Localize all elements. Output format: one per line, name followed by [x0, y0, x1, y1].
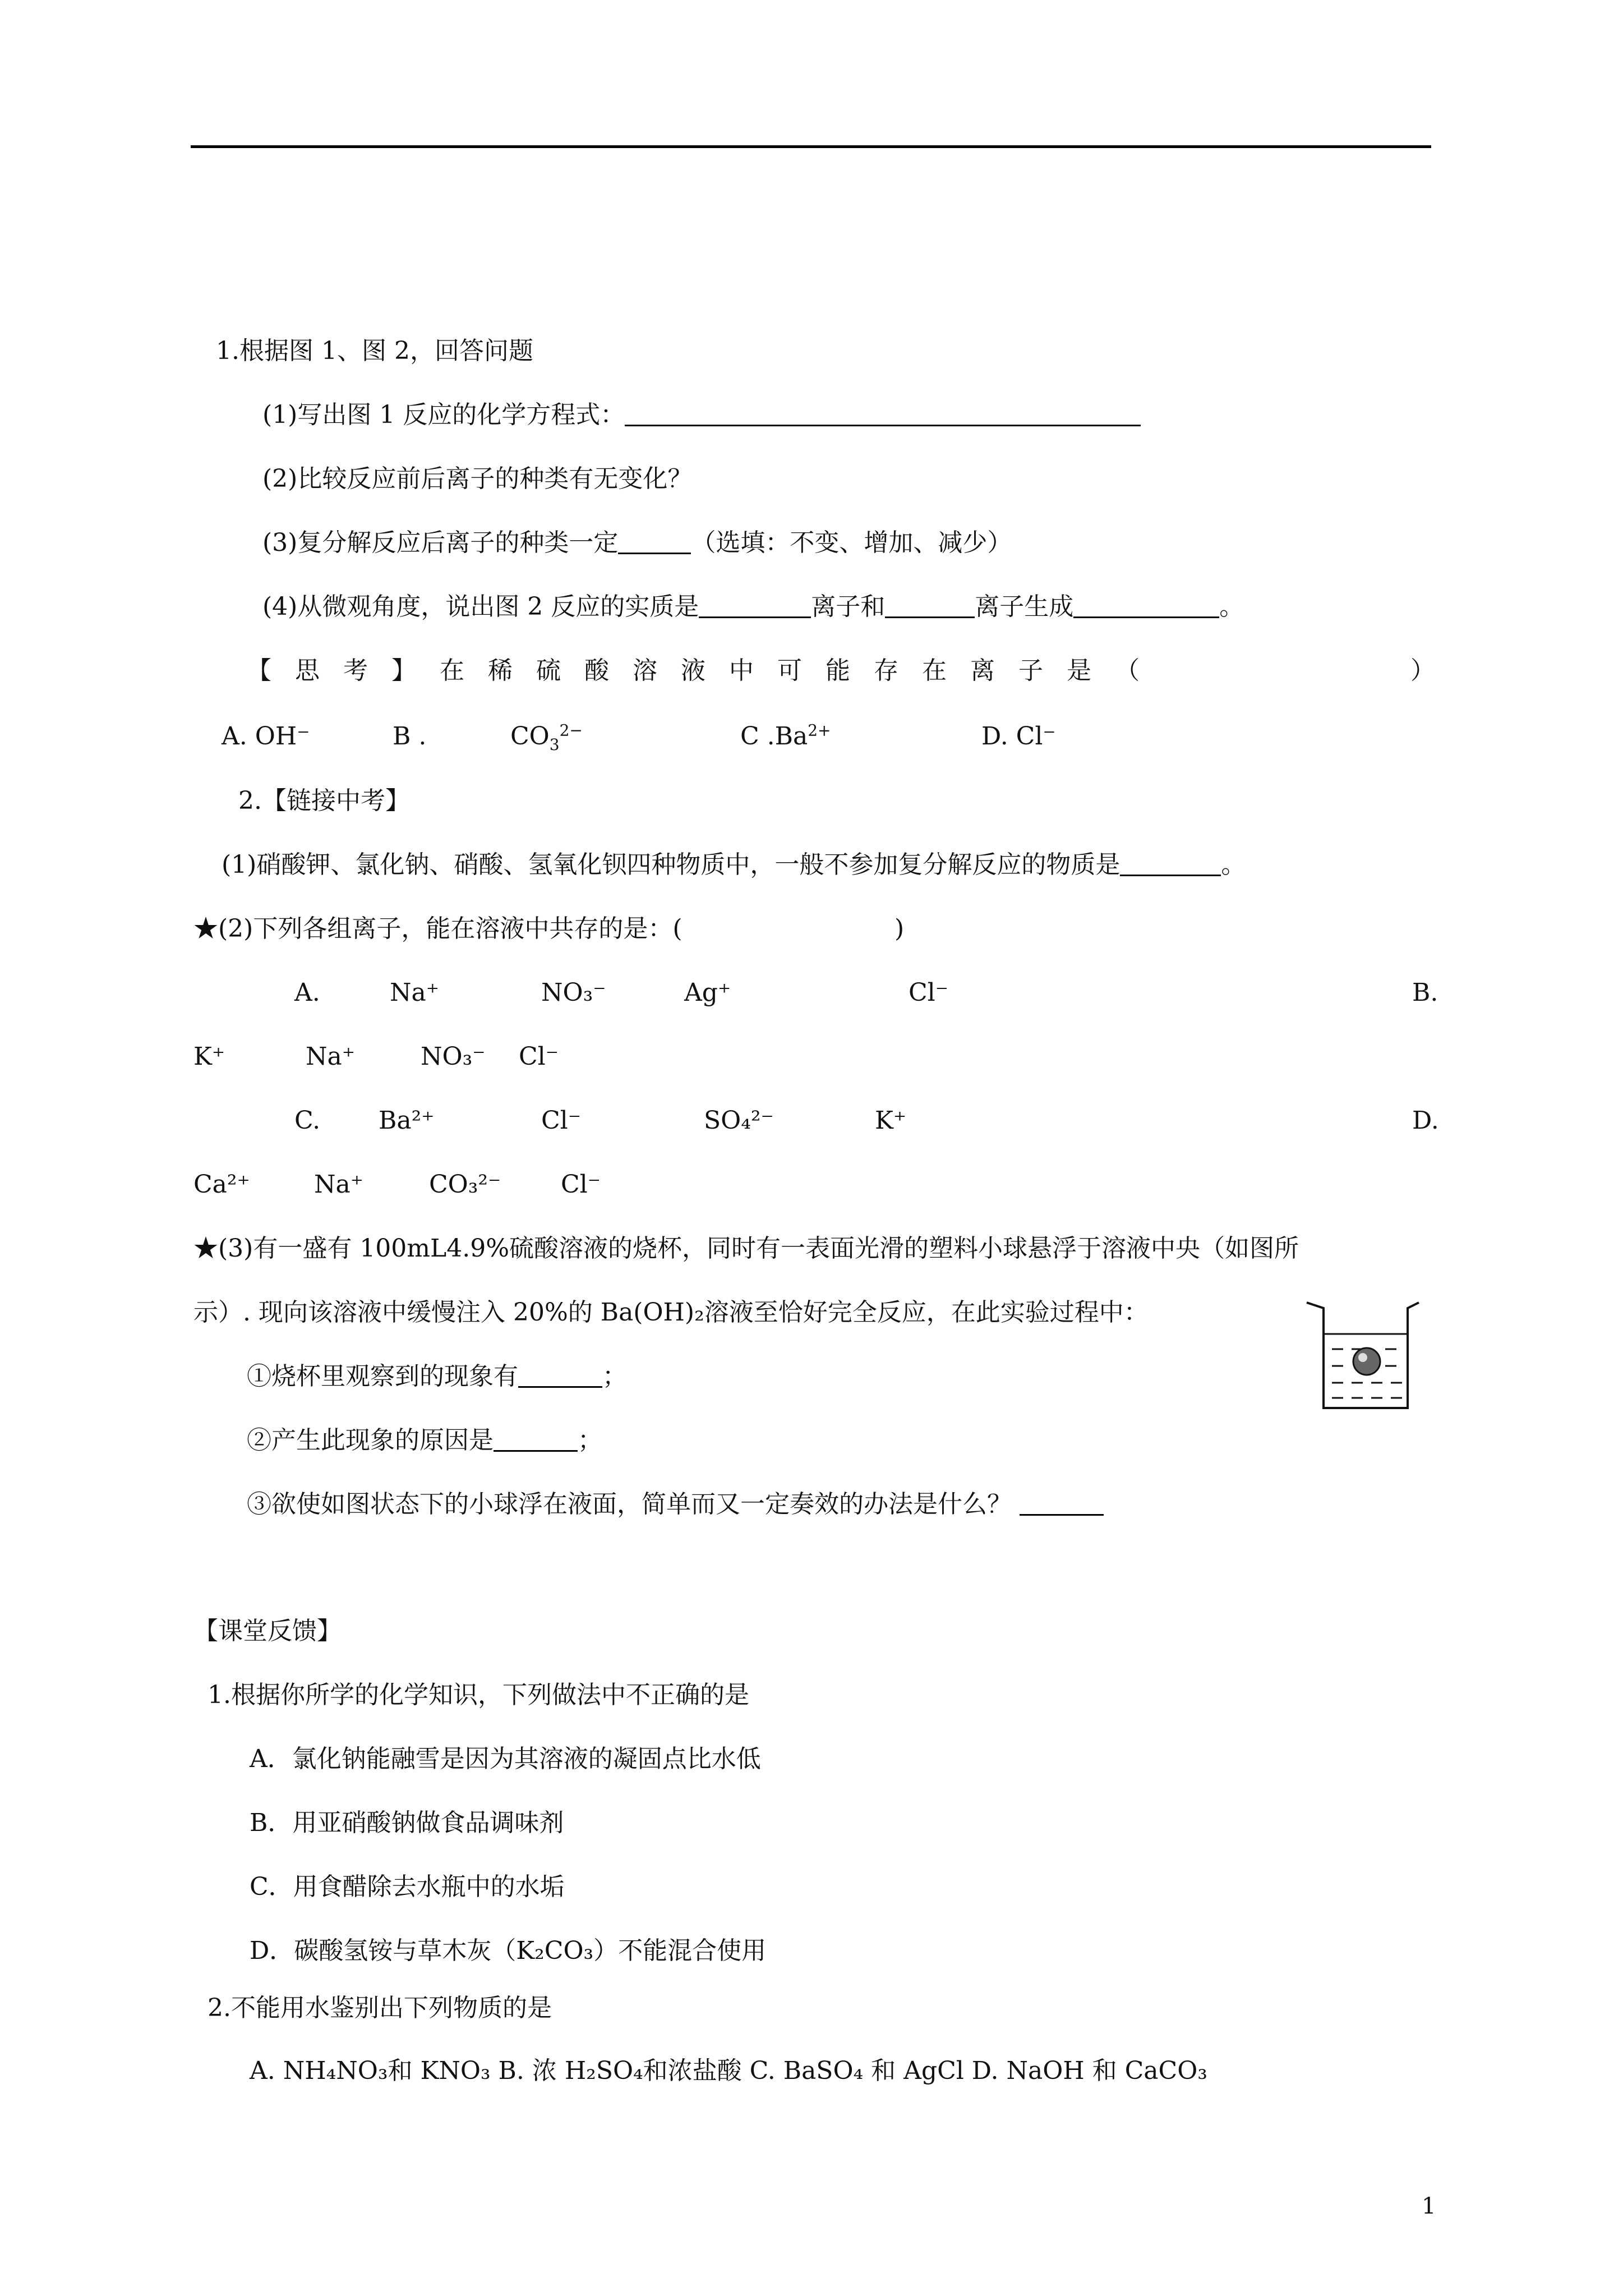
q1-part3-text: (3)复分解反应后离子的种类一定 — [262, 528, 619, 557]
answer-blank[interactable] — [699, 594, 811, 618]
co3-charge: 2− — [559, 721, 583, 740]
q2-part3-line1: ★(3)有一盛有 100mL4.9%硫酸溶液的烧杯，同时有一表面光滑的塑料小球悬浮于溶液中央（如图所 — [193, 1234, 1299, 1263]
q1-part1 — [262, 399, 1141, 431]
think-option-b: B . — [393, 722, 427, 751]
row-a-ion-2: NO₃⁻ — [541, 978, 606, 1007]
think-option-a: A. OH⁻ — [222, 722, 310, 751]
think-option-d: D. Cl⁻ — [981, 722, 1056, 751]
row-c-ion-2: Cl⁻ — [541, 1106, 581, 1135]
q2-sub1-text: ①烧杯里观察到的现象有 — [247, 1362, 518, 1391]
q1-part3 — [262, 527, 1012, 559]
q2-sub2-end: ； — [578, 1426, 602, 1455]
q1-part3-hint: （选填：不变、增加、减少） — [691, 528, 1012, 557]
feedback-q1-option-d: D．碳酸氢铵与草木灰（K₂CO₃）不能混合使用 — [250, 1936, 767, 1965]
q2-title: 2.【链接中考】 — [238, 786, 410, 815]
q2-sub3 — [247, 1489, 1104, 1520]
q2-sub1 — [247, 1361, 627, 1392]
answer-blank[interactable] — [1120, 852, 1221, 876]
beaker-with-ball-figure — [1301, 1296, 1424, 1419]
feedback-q1-option-a: A．氯化钠能融雪是因为其溶液的凝固点比水低 — [250, 1745, 761, 1773]
answer-blank[interactable] — [518, 1364, 602, 1388]
q1-part4-text: (4)从微观角度，说出图 2 反应的实质是 — [262, 592, 699, 621]
think-question: 【思考】在稀硫酸溶液中可能存在离子是（ — [247, 656, 1163, 685]
row-c-ion-1: Ba²⁺ — [379, 1106, 435, 1135]
feedback-q1-option-c: C．用食醋除去水瓶中的水垢 — [250, 1872, 565, 1901]
row-c-label: C. — [294, 1106, 321, 1135]
page-number: 1 — [1422, 2193, 1436, 2219]
row-d-ion-1: Ca²⁺ — [193, 1170, 250, 1199]
q1-part4-text2: 离子和 — [811, 592, 886, 621]
q1-part1-text: (1)写出图 1 反应的化学方程式： — [262, 401, 625, 429]
co3-text: CO — [510, 722, 550, 751]
feedback-title: 【课堂反馈】 — [193, 1617, 342, 1645]
q2-sub1-end: ； — [602, 1362, 627, 1391]
q2-part2: ★(2)下列各组离子，能在溶液中共存的是：( — [193, 914, 683, 943]
answer-blank[interactable] — [1073, 594, 1219, 618]
q2-part1 — [222, 849, 1246, 881]
row-d-label: D. — [1412, 1106, 1439, 1135]
row-b-label: B. — [1412, 978, 1438, 1007]
q1-part4 — [262, 591, 1244, 623]
q2-sub3-text: ③欲使如图状态下的小球浮在液面，简单而又一定奏效的办法是什么？ — [247, 1490, 1012, 1519]
feedback-q2-options: A. NH₄NO₃和 KNO₃ B. 浓 H₂SO₄和浓盐酸 C. BaSO₄ 和 AgCl D. NaOH 和 CaCO₃ — [250, 2056, 1207, 2085]
q2-part3-line2: 示）. 现向该溶液中缓慢注入 20%的 Ba(OH)₂溶液至恰好完全反应，在此实验过程中： — [193, 1298, 1149, 1327]
row-b-ion-4: Cl⁻ — [519, 1042, 559, 1071]
row-c-ion-3: SO₄²⁻ — [704, 1106, 774, 1135]
think-close: ） — [1410, 656, 1435, 685]
think-option-b-value — [510, 721, 583, 752]
q2-part1-end: 。 — [1221, 850, 1246, 879]
row-d-ion-3: CO₃²⁻ — [429, 1170, 501, 1199]
feedback-q2: 2.不能用水鉴别出下列物质的是 — [208, 1994, 552, 2022]
feedback-q1: 1.根据你所学的化学知识，下列做法中不正确的是 — [208, 1681, 749, 1709]
think-option-c — [740, 721, 831, 752]
q1-title: 1.根据图 1、图 2，回答问题 — [216, 337, 533, 365]
q2-sub2 — [247, 1425, 602, 1456]
row-a-ion-1: Na⁺ — [390, 978, 439, 1007]
row-a-ion-4: Cl⁻ — [909, 978, 948, 1007]
ba-charge: 2+ — [808, 721, 831, 740]
answer-blank[interactable] — [885, 594, 975, 618]
answer-blank[interactable] — [618, 530, 691, 554]
row-b-ion-1: K⁺ — [193, 1042, 225, 1071]
row-d-ion-4: Cl⁻ — [561, 1170, 601, 1199]
answer-blank[interactable] — [494, 1428, 578, 1452]
row-a-ion-3: Ag⁺ — [684, 978, 731, 1007]
header-rule — [191, 145, 1431, 148]
feedback-q1-option-b: B．用亚硝酸钠做食品调味剂 — [250, 1809, 564, 1837]
row-d-ion-2: Na⁺ — [314, 1170, 363, 1199]
co3-subscript: 3 — [549, 735, 560, 754]
q1-part4-end: 。 — [1219, 592, 1244, 621]
q2-part2-close: ) — [895, 914, 905, 943]
q1-part2: (2)比较反应前后离子的种类有无变化？ — [262, 464, 693, 493]
ba-text: C .Ba — [740, 722, 808, 751]
q2-sub2-text: ②产生此现象的原因是 — [247, 1426, 494, 1455]
row-a-label: A. — [294, 978, 320, 1007]
answer-blank[interactable] — [625, 402, 1141, 426]
q1-part4-text3: 离子生成 — [975, 592, 1074, 621]
row-b-ion-3: NO₃⁻ — [421, 1042, 486, 1071]
row-b-ion-2: Na⁺ — [306, 1042, 355, 1071]
q2-part1-text: (1)硝酸钾、氯化钠、硝酸、氢氧化钡四种物质中，一般不参加复分解反应的物质是 — [222, 850, 1121, 879]
row-c-ion-4: K⁺ — [875, 1106, 907, 1135]
answer-blank[interactable] — [1020, 1492, 1104, 1516]
